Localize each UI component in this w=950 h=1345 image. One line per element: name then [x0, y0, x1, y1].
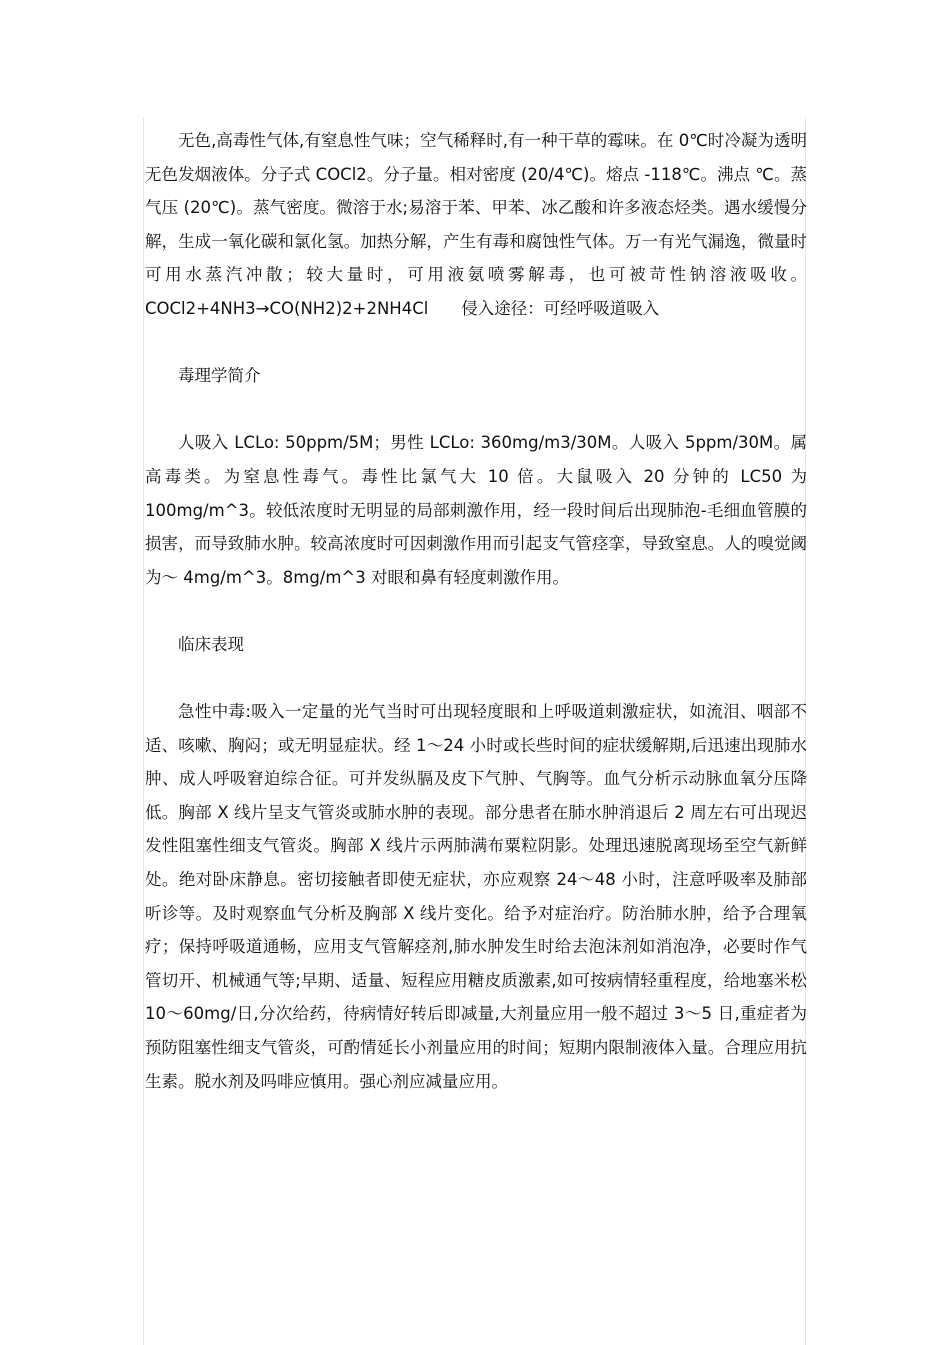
spacer — [145, 326, 807, 360]
properties-paragraph: 无色,高毒性气体,有窒息性气味；空气稀释时,有一种干草的霉味。在 0℃时冷凝为透明无色发烟液体。分子式 COCl2。分子量。相对密度 (20/4℃)。熔点 -118℃。沸点 ℃。蒸气压 (20℃)。蒸气密度。微溶于水;易溶于苯、甲苯、冰乙酸和许多液态烃类。遇水缓慢分解，生成一氧化碳和氯化氢。加热分解，产生有毒和腐蚀性气体。万一有光气漏逸，微量时可用水蒸汽冲散；较大量时，可用液氨喷雾解毒，也可被苛性钠溶液吸收。COCl2+4NH3→CO(NH2)2+2NH4Cl 侵入途径：可经呼吸道吸入 — [145, 131, 807, 318]
spacer — [145, 393, 807, 427]
document-body — [145, 124, 807, 1098]
spacer — [145, 594, 807, 628]
spacer — [145, 662, 807, 696]
clinical-heading: 临床表现 — [178, 634, 244, 654]
clinical-paragraph: 急性中毒:吸入一定量的光气当时可出现轻度眼和上呼吸道刺激症状，如流泪、咽部不适、咳嗽、胸闷；或无明显症状。经 1～24 小时或长些时间的症状缓解期,后迅速出现肺水肿、成人呼吸窘迫综合征。可并发纵膈及皮下气肿、气胸等。血气分析示动脉血氧分压降低。胸部 X 线片呈支气管炎或肺水肿的表现。部分患者在肺水肿消退后 2 周左右可出现迟发性阻塞性细支气管炎。胸部 X 线片示两肺满布粟粒阴影。处理迅速脱离现场至空气新鲜处。绝对卧床静息。密切接触者即使无症状，亦应观察 24～48 小时，注意呼吸率及肺部听诊等。及时观察血气分析及胸部 X 线片变化。给予对症治疗。防治肺水肿，给予合理氧疗；保持呼吸道通畅，应用支气管解痉剂,肺水肿发生时给去泡沫剂如消泡净，必要时作气管切开、机械通气等;早期、适量、短程应用糖皮质激素,如可按病情轻重程度，给地塞米松 10～60mg/日,分次给药，待病情好转后即减量,大剂量应用一般不超过 3～5 日,重症者为预防阻塞性细支气管炎，可酌情延长小剂量应用的时间；短期内限制液体入量。合理应用抗生素。脱水剂及吗啡应慎用。强心剂应减量应用。 — [145, 702, 807, 1091]
toxicology-paragraph: 人吸入 LCLo: 50ppm/5M；男性 LCLo: 360mg/m3/30M。人吸入 5ppm/30M。属高毒类。为窒息性毒气。毒性比氯气大 10 倍。大鼠吸入 20 分钟的 LC50 为 100mg/m^3。较低浓度时无明显的局部刺激作用，经一段时间后出现肺泡-毛细血管膜的损害，而导致肺水肿。较高浓度时可因刺激作用而引起支气管痉挛，导致窒息。人的嗅觉阈为～ 4mg/m^3。8mg/m^3 对眼和鼻有轻度刺激作用。 — [145, 433, 807, 587]
toxicology-heading: 毒理学简介 — [178, 366, 261, 386]
